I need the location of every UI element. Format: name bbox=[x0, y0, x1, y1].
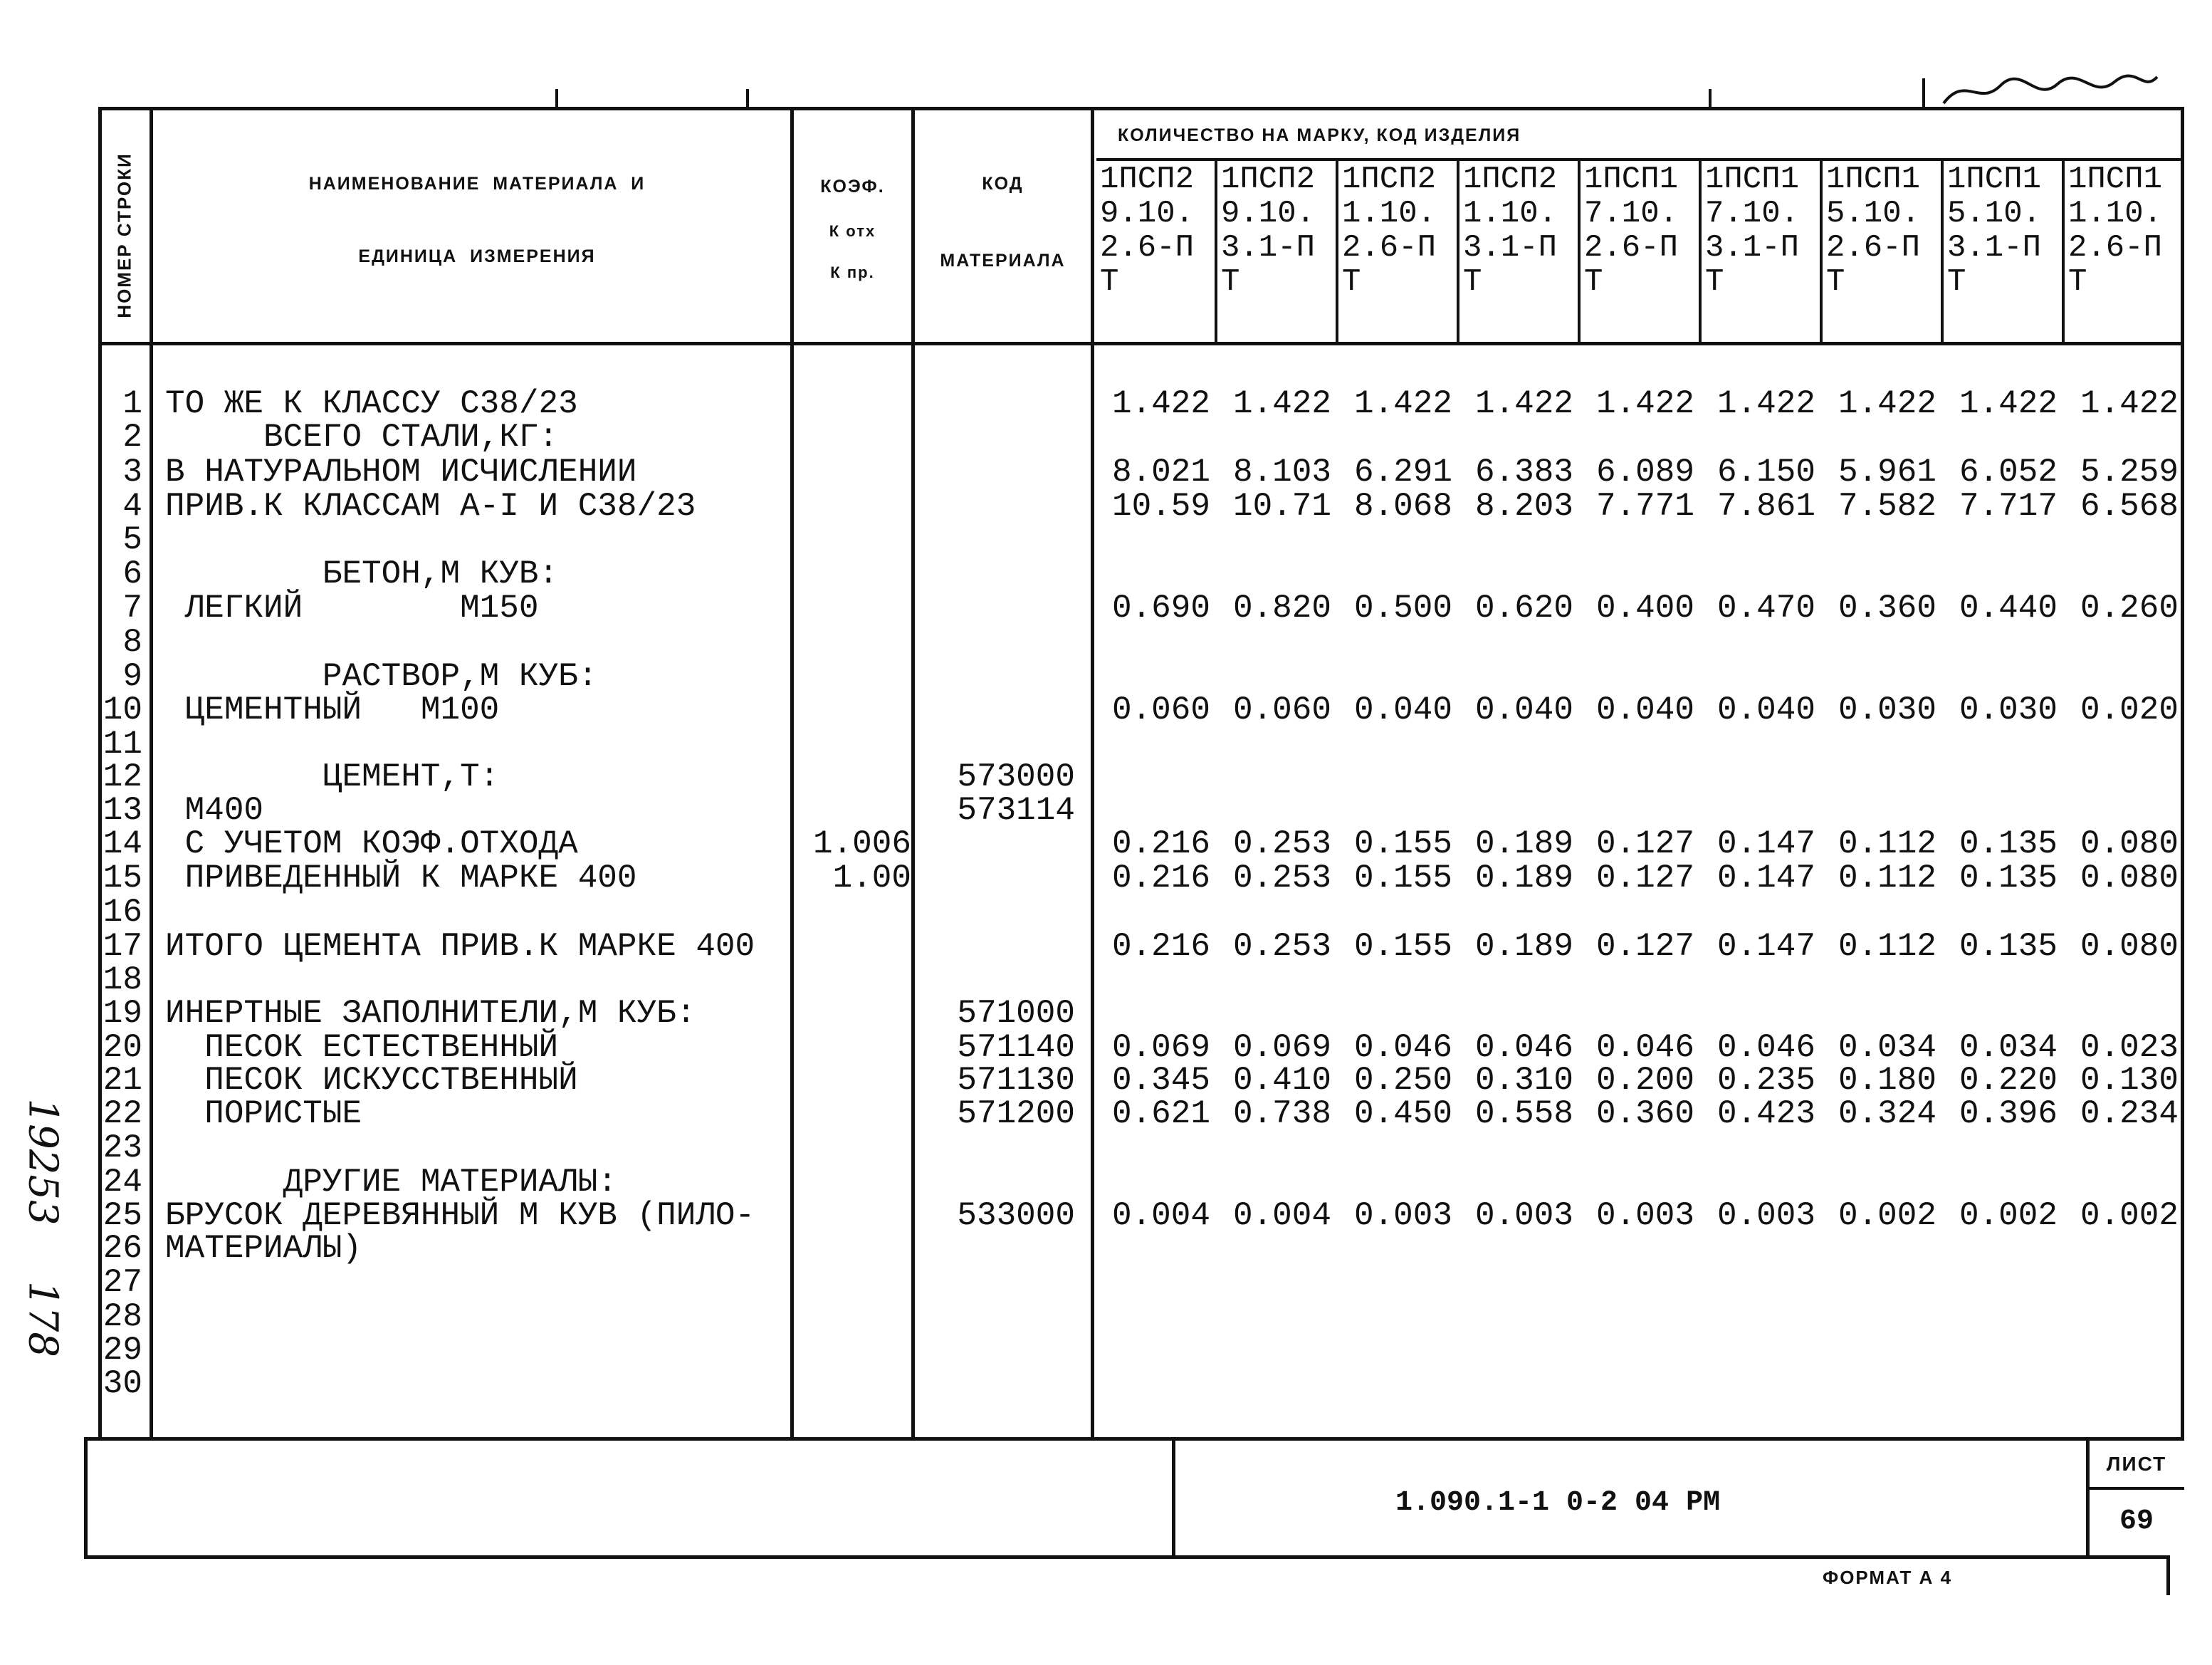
quantity-value: 0.189 bbox=[1474, 825, 1573, 862]
quantity-value: 0.621 bbox=[1111, 1095, 1210, 1132]
quantity-value: 0.216 bbox=[1111, 860, 1210, 897]
quantity-value: 0.080 bbox=[2080, 825, 2179, 862]
quantity-value: 1.422 bbox=[1474, 385, 1573, 422]
quantity-value: 7.717 bbox=[1959, 488, 2058, 525]
koef-value: 1.00 bbox=[832, 860, 911, 897]
quantity-value: 0.069 bbox=[1111, 1029, 1210, 1066]
quantity-value: 0.345 bbox=[1111, 1062, 1210, 1099]
material-name: ИНЕРТНЫЕ ЗАПОЛНИТЕЛИ,М КУБ: bbox=[165, 995, 696, 1032]
quantity-value: 0.034 bbox=[1959, 1029, 2058, 1066]
quantity-value: 0.820 bbox=[1232, 590, 1331, 627]
row-number: 6 bbox=[122, 555, 142, 593]
quantity-value: 0.324 bbox=[1838, 1095, 1936, 1132]
quantity-value: 0.030 bbox=[1959, 691, 2058, 729]
mark-code: 1ПСП1 5.10. 2.6-П Т bbox=[1826, 162, 1921, 300]
material-name: ДРУГИЕ МАТЕРИАЛЫ: bbox=[165, 1164, 617, 1201]
row-number: 15 bbox=[103, 860, 142, 897]
quantity-value: 1.422 bbox=[1232, 385, 1331, 422]
mark-code: 1ПСП2 1.10. 2.6-П Т bbox=[1342, 162, 1437, 300]
quantity-value: 0.360 bbox=[1838, 590, 1936, 627]
quantity-value: 0.046 bbox=[1595, 1029, 1694, 1066]
row-number: 7 bbox=[122, 590, 142, 627]
quantity-value: 6.089 bbox=[1595, 454, 1694, 491]
quantity-value: 0.003 bbox=[1353, 1197, 1452, 1234]
quantity-value: 0.310 bbox=[1474, 1062, 1573, 1099]
quantity-value: 0.060 bbox=[1232, 691, 1331, 729]
material-name: ПОРИСТЫЕ bbox=[165, 1095, 362, 1132]
quantity-value: 0.360 bbox=[1595, 1095, 1694, 1132]
quantity-value: 7.771 bbox=[1595, 488, 1694, 525]
mark-code: 1ПСП2 9.10. 2.6-П Т bbox=[1100, 162, 1195, 300]
mark-code: 1ПСП2 9.10. 3.1-П Т bbox=[1221, 162, 1316, 300]
quantity-value: 0.112 bbox=[1838, 825, 1936, 862]
quantity-value: 0.423 bbox=[1716, 1095, 1815, 1132]
material-name: РАСТВОР,М КУБ: bbox=[165, 658, 598, 695]
quantity-value: 0.135 bbox=[1959, 860, 2058, 897]
quantity-value: 0.450 bbox=[1353, 1095, 1452, 1132]
quantity-value: 0.558 bbox=[1474, 1095, 1573, 1132]
quantity-value: 10.71 bbox=[1232, 488, 1331, 525]
row-number: 8 bbox=[122, 624, 142, 661]
quantity-value: 6.150 bbox=[1716, 454, 1815, 491]
quantity-value: 1.422 bbox=[1595, 385, 1694, 422]
quantity-value: 0.147 bbox=[1716, 825, 1815, 862]
quantity-value: 5.259 bbox=[2080, 454, 2179, 491]
page-mark: 178 bbox=[19, 1281, 66, 1357]
row-number: 4 bbox=[122, 488, 142, 525]
quantity-value: 0.234 bbox=[2080, 1095, 2179, 1132]
material-name: ПРИВЕДЕННЫЙ К МАРКЕ 400 bbox=[165, 860, 637, 897]
material-code: 533000 bbox=[957, 1197, 1075, 1234]
quantity-value: 0.147 bbox=[1716, 928, 1815, 965]
quantity-value: 0.216 bbox=[1111, 825, 1210, 862]
quantity-value: 0.147 bbox=[1716, 860, 1815, 897]
quantity-value: 0.002 bbox=[2080, 1197, 2179, 1234]
quantity-value: 0.216 bbox=[1111, 928, 1210, 965]
row-number: 18 bbox=[103, 961, 142, 998]
signature bbox=[1936, 71, 2164, 114]
quantity-value: 0.130 bbox=[2080, 1062, 2179, 1099]
material-name: ВСЕГО СТАЛИ,КГ: bbox=[165, 419, 559, 456]
quantity-value: 1.422 bbox=[1353, 385, 1452, 422]
quantity-value: 0.220 bbox=[1959, 1062, 2058, 1099]
quantity-value: 0.410 bbox=[1232, 1062, 1331, 1099]
material-name: МАТЕРИАЛЫ) bbox=[165, 1230, 362, 1267]
row-number: 21 bbox=[103, 1062, 142, 1099]
quantity-value: 6.291 bbox=[1353, 454, 1452, 491]
material-name: БРУСОК ДЕРЕВЯННЫЙ М КУВ (ПИЛО- bbox=[165, 1197, 755, 1234]
quantity-value: 0.040 bbox=[1353, 691, 1452, 729]
row-number: 5 bbox=[122, 521, 142, 558]
quantity-value: 8.103 bbox=[1232, 454, 1331, 491]
row-number: 2 bbox=[122, 419, 142, 456]
material-name: ПЕСОК ИСКУССТВЕННЫЙ bbox=[165, 1062, 578, 1099]
quantity-value: 0.470 bbox=[1716, 590, 1815, 627]
quantity-value: 0.127 bbox=[1595, 825, 1694, 862]
row-number: 26 bbox=[103, 1230, 142, 1267]
quantity-value: 0.004 bbox=[1232, 1197, 1331, 1234]
row-number: 14 bbox=[103, 825, 142, 862]
material-name: ЦЕМЕНТНЫЙ М100 bbox=[165, 691, 500, 729]
quantity-value: 0.046 bbox=[1474, 1029, 1573, 1066]
quantity-value: 0.690 bbox=[1111, 590, 1210, 627]
quantity-value: 0.155 bbox=[1353, 825, 1452, 862]
code-header-line2: МАТЕРИАЛА bbox=[940, 251, 1066, 271]
quantity-value: 0.260 bbox=[2080, 590, 2179, 627]
row-number: 1 bbox=[122, 385, 142, 422]
quantity-value: 0.620 bbox=[1474, 590, 1573, 627]
quantity-value: 0.396 bbox=[1959, 1095, 2058, 1132]
material-code: 573000 bbox=[957, 758, 1075, 795]
quantity-value: 6.383 bbox=[1474, 454, 1573, 491]
row-number: 17 bbox=[103, 928, 142, 965]
quantity-value: 0.034 bbox=[1838, 1029, 1936, 1066]
quantity-value: 1.422 bbox=[2080, 385, 2179, 422]
quantity-value: 0.112 bbox=[1838, 860, 1936, 897]
quantity-value: 0.250 bbox=[1353, 1062, 1452, 1099]
quantity-value: 8.021 bbox=[1111, 454, 1210, 491]
material-name: ПЕСОК ЕСТЕСТВЕННЫЙ bbox=[165, 1029, 559, 1066]
material-code: 571130 bbox=[957, 1062, 1075, 1099]
koef-header-line2: К отх bbox=[829, 222, 876, 240]
material-code: 571200 bbox=[957, 1095, 1075, 1132]
quantity-value: 6.052 bbox=[1959, 454, 2058, 491]
row-number: 3 bbox=[122, 454, 142, 491]
row-number: 12 bbox=[103, 758, 142, 795]
quantity-value: 0.400 bbox=[1595, 590, 1694, 627]
quantity-value: 0.023 bbox=[2080, 1029, 2179, 1066]
sheet-label: ЛИСТ bbox=[2106, 1453, 2167, 1475]
material-name: ТО ЖЕ К КЛАССУ С38/23 bbox=[165, 385, 578, 422]
name-header-line1: НАИМЕНОВАНИЕ МАТЕРИАЛА И bbox=[308, 174, 646, 194]
row-number: 11 bbox=[103, 726, 142, 763]
quantity-value: 0.738 bbox=[1232, 1095, 1331, 1132]
row-number: 20 bbox=[103, 1029, 142, 1066]
row-number: 19 bbox=[103, 995, 142, 1032]
material-name: М400 bbox=[165, 792, 264, 829]
quantity-value: 0.235 bbox=[1716, 1062, 1815, 1099]
koef-header-line1: КОЭФ. bbox=[820, 177, 885, 197]
quantity-value: 0.003 bbox=[1595, 1197, 1694, 1234]
quantity-value: 0.004 bbox=[1111, 1197, 1210, 1234]
quantity-value: 0.080 bbox=[2080, 860, 2179, 897]
quantity-value: 8.068 bbox=[1353, 488, 1452, 525]
quantity-value: 0.003 bbox=[1716, 1197, 1815, 1234]
quantity-value: 0.030 bbox=[1838, 691, 1936, 729]
quantity-value: 0.127 bbox=[1595, 928, 1694, 965]
quantity-value: 0.253 bbox=[1232, 825, 1331, 862]
row-number: 30 bbox=[103, 1365, 142, 1402]
material-name: ИТОГО ЦЕМЕНТА ПРИВ.К МАРКЕ 400 bbox=[165, 928, 755, 965]
quantity-value: 0.002 bbox=[1959, 1197, 2058, 1234]
document-code: 1.090.1-1 0-2 04 РМ bbox=[1395, 1487, 1721, 1519]
quantity-value: 1.422 bbox=[1716, 385, 1815, 422]
quantity-value: 10.59 bbox=[1111, 488, 1210, 525]
material-name: ЛЕГКИЙ М150 bbox=[165, 590, 539, 627]
row-number: 16 bbox=[103, 894, 142, 931]
material-code: 571000 bbox=[957, 995, 1075, 1032]
material-name: ПРИВ.К КЛАССАМ А-I И С38/23 bbox=[165, 488, 696, 525]
quantity-value: 0.002 bbox=[1838, 1197, 1936, 1234]
quantity-value: 0.155 bbox=[1353, 860, 1452, 897]
row-number: 29 bbox=[103, 1332, 142, 1369]
material-name: В НАТУРАЛЬНОМ ИСЧИСЛЕНИИ bbox=[165, 454, 637, 491]
row-number: 22 bbox=[103, 1095, 142, 1132]
quantity-value: 0.253 bbox=[1232, 860, 1331, 897]
koef-value: 1.006 bbox=[812, 825, 911, 862]
name-header-line2: ЕДИНИЦА ИЗМЕРЕНИЯ bbox=[358, 246, 596, 266]
quantity-header: КОЛИЧЕСТВО НА МАРКУ, КОД ИЗДЕЛИЯ bbox=[1118, 125, 1521, 145]
row-number: 23 bbox=[103, 1129, 142, 1166]
quantity-value: 0.060 bbox=[1111, 691, 1210, 729]
quantity-value: 0.440 bbox=[1959, 590, 2058, 627]
row-number: 24 bbox=[103, 1164, 142, 1201]
quantity-value: 0.020 bbox=[2080, 691, 2179, 729]
quantity-value: 0.046 bbox=[1716, 1029, 1815, 1066]
sheet-number: 69 bbox=[2119, 1505, 2154, 1538]
quantity-value: 0.180 bbox=[1838, 1062, 1936, 1099]
material-code: 571140 bbox=[957, 1029, 1075, 1066]
quantity-value: 7.861 bbox=[1716, 488, 1815, 525]
quantity-value: 1.422 bbox=[1111, 385, 1210, 422]
quantity-value: 0.135 bbox=[1959, 825, 2058, 862]
quantity-value: 0.040 bbox=[1595, 691, 1694, 729]
mark-code: 1ПСП1 5.10. 3.1-П Т bbox=[1947, 162, 2042, 300]
quantity-value: 0.112 bbox=[1838, 928, 1936, 965]
quantity-value: 0.040 bbox=[1716, 691, 1815, 729]
quantity-value: 7.582 bbox=[1838, 488, 1936, 525]
quantity-value: 8.203 bbox=[1474, 488, 1573, 525]
quantity-value: 1.422 bbox=[1959, 385, 2058, 422]
quantity-value: 0.200 bbox=[1595, 1062, 1694, 1099]
row-number-header: НОМЕР СТРОКИ bbox=[113, 152, 135, 318]
material-code: 573114 bbox=[957, 792, 1075, 829]
material-name: С УЧЕТОМ КОЭФ.ОТХОДА bbox=[165, 825, 578, 862]
quantity-value: 1.422 bbox=[1838, 385, 1936, 422]
material-name: ЦЕМЕНТ,Т: bbox=[165, 758, 500, 795]
row-number: 9 bbox=[122, 658, 142, 695]
row-number: 10 bbox=[103, 691, 142, 729]
row-number: 28 bbox=[103, 1298, 142, 1335]
quantity-value: 0.155 bbox=[1353, 928, 1452, 965]
quantity-value: 0.069 bbox=[1232, 1029, 1331, 1066]
quantity-value: 5.961 bbox=[1838, 454, 1936, 491]
quantity-value: 0.080 bbox=[2080, 928, 2179, 965]
quantity-value: 0.127 bbox=[1595, 860, 1694, 897]
quantity-value: 0.189 bbox=[1474, 860, 1573, 897]
format-label: ФОРМАТ А 4 bbox=[1823, 1567, 1953, 1588]
quantity-value: 0.500 bbox=[1353, 590, 1452, 627]
quantity-value: 0.135 bbox=[1959, 928, 2058, 965]
quantity-value: 0.040 bbox=[1474, 691, 1573, 729]
quantity-value: 0.189 bbox=[1474, 928, 1573, 965]
quantity-value: 0.253 bbox=[1232, 928, 1331, 965]
quantity-value: 0.046 bbox=[1353, 1029, 1452, 1066]
quantity-value: 6.568 bbox=[2080, 488, 2179, 525]
mark-code: 1ПСП2 1.10. 3.1-П Т bbox=[1463, 162, 1558, 300]
row-number: 25 bbox=[103, 1197, 142, 1234]
koef-header-line3: К пр. bbox=[830, 263, 875, 281]
row-number: 27 bbox=[103, 1264, 142, 1301]
material-name: БЕТОН,М КУВ: bbox=[165, 555, 559, 593]
inventory-number: 19253 bbox=[19, 1098, 66, 1226]
mark-code: 1ПСП1 7.10. 2.6-П Т bbox=[1584, 162, 1679, 300]
mark-code: 1ПСП1 7.10. 3.1-П Т bbox=[1705, 162, 1800, 300]
row-number: 13 bbox=[103, 792, 142, 829]
quantity-value: 0.003 bbox=[1474, 1197, 1573, 1234]
code-header-line1: КОД bbox=[982, 174, 1024, 194]
mark-code: 1ПСП1 1.10. 2.6-П Т bbox=[2068, 162, 2163, 300]
